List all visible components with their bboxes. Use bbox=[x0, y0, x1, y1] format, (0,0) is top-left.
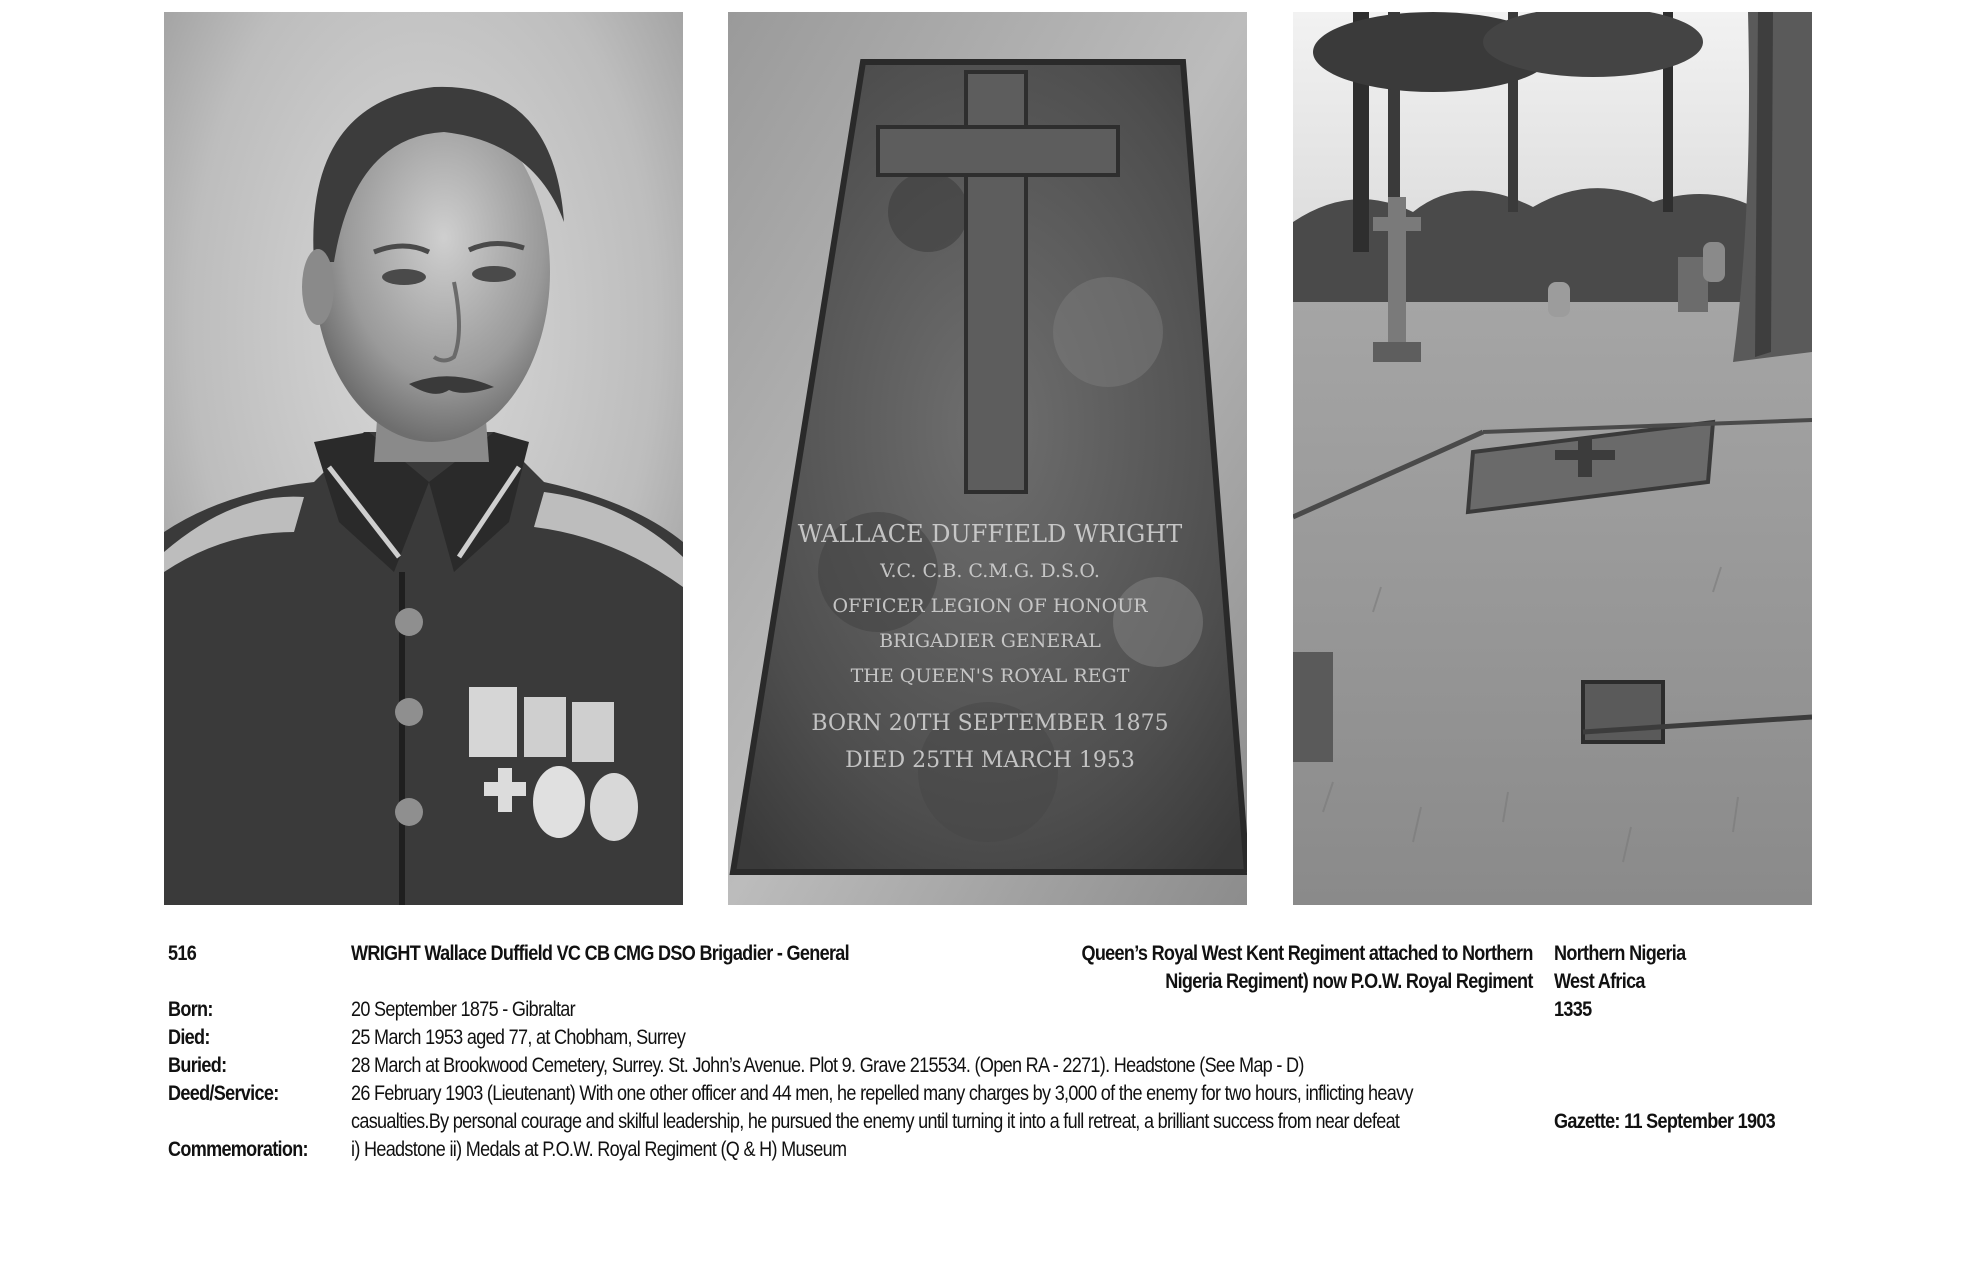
inscription-line: DIED 25TH MARCH 1953 bbox=[845, 748, 1135, 773]
buried-value: 28 March at Brookwood Cemetery, Surrey. St. John’s Avenue. Plot 9. Grave 215534. (Open RA - 2271). Headstone (See Map - D) bbox=[351, 1054, 1304, 1077]
buried-label: Buried: bbox=[168, 1054, 227, 1077]
deed-value-line: 26 February 1903 (Lieutenant) With one other officer and 44 men, he repelled many charges by 3,000 of the enemy for two hours, inflicting heavy bbox=[351, 1082, 1413, 1105]
regiment-block bbox=[1082, 940, 1533, 996]
portrait-photo bbox=[164, 12, 683, 905]
location-line: West Africa bbox=[1554, 970, 1645, 993]
location-line: Northern Nigeria bbox=[1554, 942, 1686, 965]
inscription-line: BORN 20TH SEPTEMBER 1875 bbox=[811, 711, 1169, 736]
location-number: 1335 bbox=[1554, 998, 1592, 1021]
name-and-rank: WRIGHT Wallace Duffield VC CB CMG DSO Brigadier - General bbox=[351, 942, 849, 965]
gravestone-image bbox=[728, 12, 1247, 905]
inscription-line: OFFICER LEGION OF HONOUR bbox=[832, 595, 1148, 617]
deed-label: Deed/Service: bbox=[168, 1082, 279, 1105]
born-value: 20 September 1875 - Gibraltar bbox=[351, 998, 576, 1021]
died-value: 25 March 1953 aged 77, at Chobham, Surrey bbox=[351, 1026, 686, 1049]
born-label: Born: bbox=[168, 998, 213, 1021]
entry-number: 516 bbox=[168, 942, 197, 965]
commemoration-label: Commemoration: bbox=[168, 1138, 308, 1161]
gazette-date: Gazette: 11 September 1903 bbox=[1554, 1110, 1776, 1133]
inscription-line: BRIGADIER GENERAL bbox=[879, 630, 1101, 652]
cemetery-photo bbox=[1293, 12, 1812, 905]
inscription-line: WALLACE DUFFIELD WRIGHT bbox=[797, 520, 1183, 548]
died-label: Died: bbox=[168, 1026, 210, 1049]
portrait-image bbox=[164, 12, 683, 905]
inscription-line: THE QUEEN'S ROYAL REGT bbox=[850, 665, 1130, 687]
regiment-line: Nigeria Regiment) now P.O.W. Royal Regiment bbox=[1165, 970, 1533, 993]
cemetery-image bbox=[1293, 12, 1812, 905]
location-block bbox=[1554, 940, 1685, 1024]
inscription-line: V.C. C.B. C.M.G. D.S.O. bbox=[880, 560, 1100, 582]
regiment-line: Queen’s Royal West Kent Regiment attached to Northern bbox=[1081, 942, 1533, 965]
gravestone-photo bbox=[728, 12, 1247, 905]
deed-value-line: casualties.By personal courage and skilful leadership, he pursued the enemy until turning it into a full retreat, a brilliant success from near defeat bbox=[351, 1110, 1400, 1133]
commemoration-value: i) Headstone ii) Medals at P.O.W. Royal Regiment (Q & H) Museum bbox=[351, 1138, 847, 1161]
